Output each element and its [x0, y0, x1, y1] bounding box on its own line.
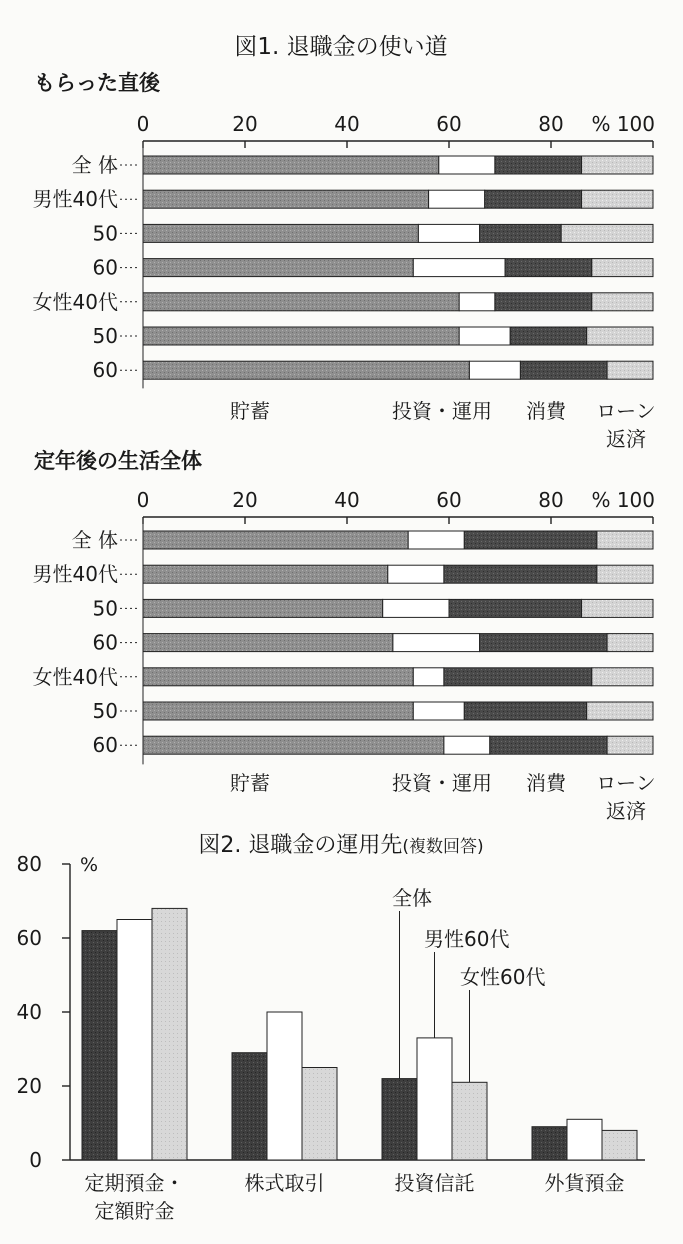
chart1-legend-savings-line-1: 貯蓄 — [230, 399, 270, 423]
chart3-title-note: (複数回答) — [402, 837, 484, 857]
chart2-bar-investment-row-6 — [413, 702, 464, 720]
chart2-bar-loan-row-5 — [592, 668, 653, 686]
chart1-row-label-1: 全 体 — [71, 153, 118, 177]
chart3-bar-all-1 — [82, 931, 117, 1160]
chart2-bar-loan-row-6 — [587, 702, 653, 720]
chart1-bar-loan-row-2 — [582, 190, 653, 208]
chart2-bar-loan-row-2 — [597, 565, 653, 583]
chart3-series-label-female60s: 女性60代 — [460, 965, 546, 989]
chart1-bar-consumption-row-4 — [505, 259, 592, 277]
chart2-row-label-5: 女性40代 — [32, 664, 118, 689]
chart2-row-label-6: 50 — [92, 699, 118, 723]
chart2-bar-investment-row-7 — [444, 736, 490, 754]
chart2-bar-investment-row-5 — [413, 668, 444, 686]
chart3-bar-male60s-4 — [567, 1119, 602, 1160]
chart1-bar-loan-row-6 — [587, 327, 653, 345]
chart2-bar-consumption-row-2 — [444, 565, 597, 583]
chart1-xtick-60: 60 — [436, 112, 462, 136]
chart1-bar-investment-row-2 — [429, 190, 485, 208]
chart1-bar-savings-row-1 — [143, 156, 439, 174]
chart2-bar-investment-row-3 — [383, 599, 449, 617]
chart2-row-label-7: 60 — [92, 733, 118, 758]
chart1-bar-investment-row-4 — [413, 259, 505, 277]
chart1-bar-loan-row-5 — [592, 293, 653, 311]
chart1-bar-consumption-row-1 — [495, 156, 582, 174]
chart1-bar-savings-row-3 — [143, 224, 418, 242]
chart2-subtitle: 定年後の生活全体 — [34, 449, 202, 473]
chart2-bar-savings-row-2 — [143, 565, 388, 583]
chart1-bar-loan-row-1 — [582, 156, 653, 174]
chart1-row-label-4: 60 — [92, 255, 118, 280]
chart1-bar-investment-row-1 — [439, 156, 495, 174]
chart3-bar-male60s-1 — [117, 920, 152, 1161]
chart1-xtick-80: 80 — [538, 112, 564, 136]
chart2-bar-loan-row-7 — [607, 736, 653, 754]
chart1-bar-consumption-row-3 — [480, 224, 562, 242]
chart2-bar-consumption-row-6 — [464, 702, 586, 720]
chart1-bar-loan-row-7 — [607, 361, 653, 379]
chart3-title: 図2. 退職金の運用先(複数回答) — [198, 833, 484, 858]
chart1-bar-consumption-row-7 — [520, 361, 607, 379]
chart3-bar-male60s-2 — [267, 1012, 302, 1160]
chart3-bar-all-4 — [532, 1127, 567, 1160]
chart2-bar-savings-row-4 — [143, 634, 393, 652]
chart2-xtick-80: 80 — [538, 488, 564, 512]
chart1-bar-investment-row-5 — [459, 293, 495, 311]
chart3-ytick-60: 60 — [16, 926, 42, 950]
chart1-xtick-40: 40 — [334, 112, 360, 136]
chart2-legend-savings-line-1: 貯蓄 — [230, 771, 270, 795]
chart3-category-3-line-1: 投資信託 — [394, 1171, 475, 1195]
chart3-bar-male60s-3 — [417, 1038, 452, 1160]
chart1-bar-savings-row-5 — [143, 293, 459, 311]
chart2-bar-loan-row-1 — [597, 531, 653, 549]
chart1-bar-loan-row-4 — [592, 259, 653, 277]
chart3-series-label-male60s: 男性60代 — [424, 927, 510, 951]
chart1-row-label-2: 男性40代 — [32, 187, 118, 212]
chart2-bar-investment-row-1 — [408, 531, 464, 549]
chart3-category-1-line-2: 定額貯金 — [94, 1199, 175, 1223]
chart3-ytick-20: 20 — [16, 1074, 42, 1098]
chart2-xtick-40: 40 — [334, 488, 360, 512]
chart3-ytick-80: 80 — [16, 852, 42, 876]
chart1-subtitle: もらった直後 — [34, 71, 160, 95]
chart3-y-unit: % — [80, 854, 99, 876]
chart3-bar-female60s-2 — [302, 1068, 337, 1161]
chart3-category-1-line-1: 定期預金・ — [84, 1171, 185, 1195]
chart3-category-4-line-1: 外貨預金 — [544, 1171, 625, 1195]
chart2-legend-loan-line-2: 返済 — [606, 799, 646, 823]
chart1-row-label-6: 50 — [92, 324, 118, 348]
chart3-bar-all-2 — [232, 1053, 267, 1160]
chart1-row-label-3: 50 — [92, 221, 118, 246]
chart3-ytick-40: 40 — [16, 1000, 42, 1024]
chart2-xtick-100: % 100 — [591, 488, 655, 512]
chart1-legend-loan-line-2: 返済 — [606, 427, 646, 451]
chart1-bar-consumption-row-6 — [510, 327, 587, 345]
chart1-bar-consumption-row-5 — [495, 293, 592, 311]
chart1-xtick-20: 20 — [232, 112, 258, 136]
chart2-row-label-3: 50 — [92, 596, 118, 621]
chart2-legend-consumption-line-1: 消費 — [526, 771, 566, 795]
chart1-legend-loan-line-1: ローン — [596, 399, 656, 423]
chart1-title: 図1. 退職金の使い道 — [234, 34, 448, 60]
chart2-bar-consumption-row-7 — [490, 736, 607, 754]
chart1-bar-investment-row-6 — [459, 327, 510, 345]
chart2-bar-investment-row-4 — [393, 634, 480, 652]
chart2-bar-consumption-row-3 — [449, 599, 582, 617]
chart1-bar-loan-row-3 — [561, 224, 653, 242]
chart2-bar-loan-row-3 — [582, 599, 653, 617]
chart2-xtick-20: 20 — [232, 488, 258, 512]
chart2-bar-savings-row-5 — [143, 668, 413, 686]
chart1-bar-savings-row-4 — [143, 259, 413, 277]
chart2-bar-savings-row-3 — [143, 599, 383, 617]
chart2-bar-savings-row-6 — [143, 702, 413, 720]
chart3-bar-female60s-4 — [602, 1130, 637, 1160]
chart3-ytick-0: 0 — [29, 1148, 42, 1172]
chart2-xtick-60: 60 — [436, 488, 462, 512]
chart1-xtick-0: 0 — [136, 112, 150, 136]
chart2-row-label-1: 全 体 — [71, 528, 118, 552]
chart2-row-label-2: 男性40代 — [32, 562, 118, 587]
chart1-bar-investment-row-7 — [469, 361, 520, 379]
chart1-xtick-100: % 100 — [591, 112, 655, 136]
chart1-legend-investment-line-1: 投資・運用 — [392, 399, 492, 423]
chart3-category-2-line-1: 株式取引 — [244, 1171, 325, 1195]
chart3-bar-all-3 — [382, 1079, 417, 1160]
chart2-bar-loan-row-4 — [607, 634, 653, 652]
chart2-xtick-0: 0 — [136, 488, 150, 512]
chart2-legend-investment-line-1: 投資・運用 — [392, 771, 492, 795]
chart1-bar-savings-row-6 — [143, 327, 459, 345]
chart3-series-label-all: 全体 — [392, 886, 432, 910]
chart2-bar-savings-row-1 — [143, 531, 408, 549]
chart1-bar-consumption-row-2 — [485, 190, 582, 208]
chart1-legend-consumption-line-1: 消費 — [526, 399, 566, 423]
chart2-bar-consumption-row-4 — [480, 634, 607, 652]
chart2-bar-consumption-row-5 — [444, 668, 592, 686]
chart1-bar-savings-row-2 — [143, 190, 429, 208]
chart2-legend-loan-line-1: ローン — [596, 771, 656, 795]
chart2-row-label-4: 60 — [92, 630, 118, 655]
chart3-bar-female60s-1 — [152, 908, 187, 1160]
chart2-bar-consumption-row-1 — [464, 531, 597, 549]
chart1-row-label-5: 女性40代 — [32, 289, 118, 314]
chart1-bar-savings-row-7 — [143, 361, 469, 379]
chart3-bar-female60s-3 — [452, 1082, 487, 1160]
chart2-bar-savings-row-7 — [143, 736, 444, 754]
chart2-bar-investment-row-2 — [388, 565, 444, 583]
chart1-bar-investment-row-3 — [418, 224, 479, 242]
chart1-row-label-7: 60 — [92, 358, 118, 383]
